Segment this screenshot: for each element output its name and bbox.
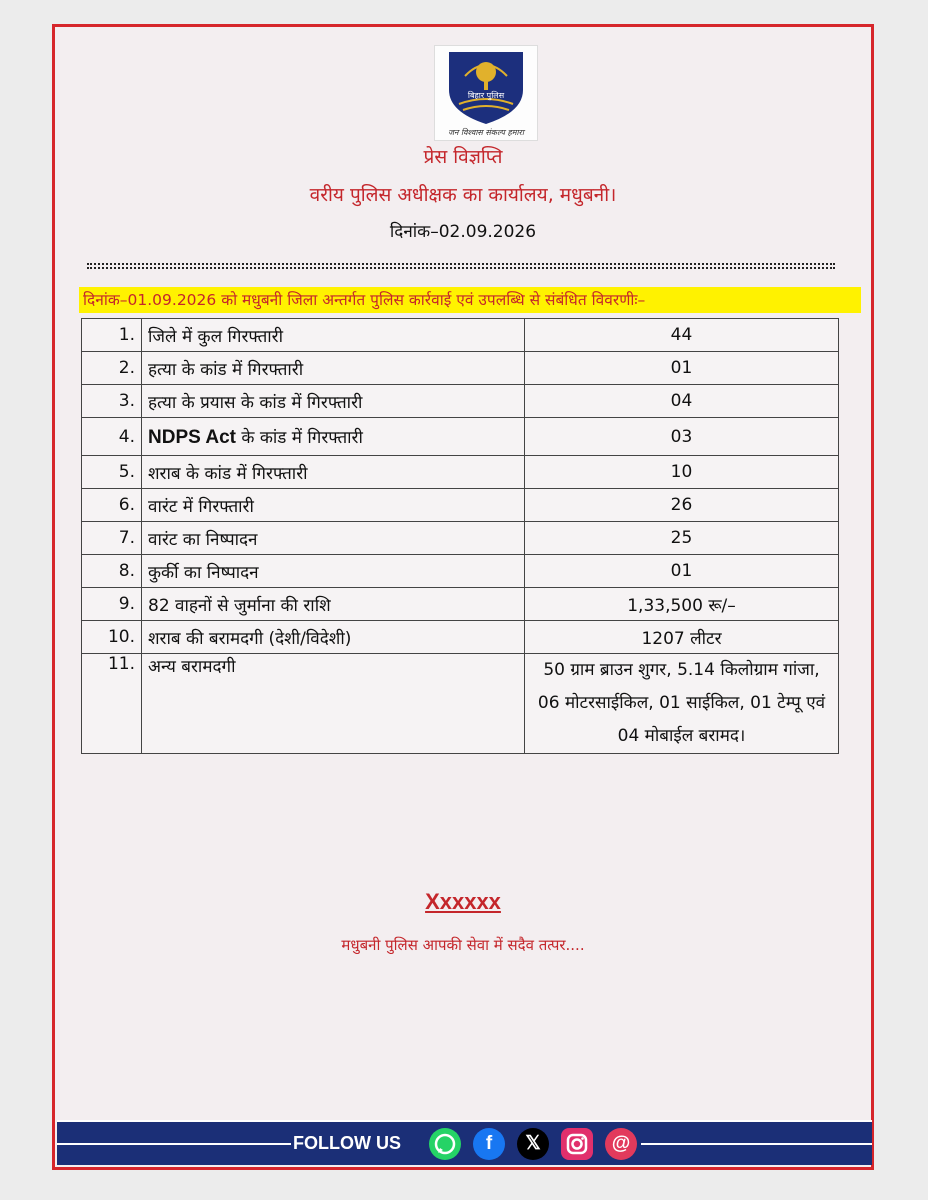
x-icon[interactable]: 𝕏: [517, 1128, 549, 1160]
row-number: 11.: [82, 654, 142, 754]
row-number: 9.: [82, 588, 142, 621]
logo-motto: जन विश्वास संकल्प हमारा: [448, 128, 524, 137]
table-row: [82, 418, 839, 456]
row-description: शराब के कांड में गिरफ्तारी: [142, 456, 525, 489]
row-description-text: के कांड में गिरफ्तारी: [235, 427, 363, 448]
logo-name: बिहार पुलिस: [467, 91, 505, 100]
table-row: [82, 352, 839, 385]
whatsapp-icon[interactable]: [429, 1128, 461, 1160]
separator-line: [87, 263, 835, 265]
office-title: वरीय पुलिस अधीक्षक का कार्यालय, मधुबनी।: [309, 184, 617, 206]
row-value: 50 ग्राम ब्राउन शुगर, 5.14 किलोग्राम गांजा, 06 मोटरसाईकिल, 01 साईकिल, 01 टेम्पू एवं 04 मोबाईल बरामद।: [525, 654, 839, 754]
separator-line: [87, 267, 835, 269]
slogan: मधुबनी पुलिस आपकी सेवा में सदैव तत्पर....: [341, 936, 585, 954]
statistics-table: [81, 318, 839, 754]
row-description: कुर्की का निष्पादन: [142, 555, 525, 588]
release-date: दिनांक–02.09.2026: [389, 222, 537, 242]
footer-rule-right: [641, 1143, 872, 1145]
row-value: 1,33,500 रू/–: [525, 588, 839, 621]
row-value: 10: [525, 456, 839, 489]
footer-rule-left: [57, 1143, 291, 1145]
row-description: जिले में कुल गिरफ्तारी: [142, 319, 525, 352]
table-row: [82, 456, 839, 489]
follow-us-label: FOLLOW US: [293, 1133, 401, 1153]
police-emblem-icon: [435, 46, 537, 126]
row-number: 3.: [82, 385, 142, 418]
row-description: वारंट में गिरफ्तारी: [142, 489, 525, 522]
row-value: 44: [525, 319, 839, 352]
row-description: 82 वाहनों से जुर्माना की राशि: [142, 588, 525, 621]
table-row: [82, 522, 839, 555]
row-value: 03: [525, 418, 839, 456]
row-value: 25: [525, 522, 839, 555]
row-description: [142, 418, 525, 456]
press-release-sheet: [52, 24, 874, 1170]
footer-follow-bar: [57, 1120, 872, 1165]
row-number: 6.: [82, 489, 142, 522]
row-description: शराब की बरामदगी (देशी/विदेशी): [142, 621, 525, 654]
row-number: 4.: [82, 418, 142, 456]
bihar-police-logo: [434, 45, 538, 141]
row-description: वारंट का निष्पादन: [142, 522, 525, 555]
row-description: हत्या के प्रयास के कांड में गिरफ्तारी: [142, 385, 525, 418]
row-number: 2.: [82, 352, 142, 385]
facebook-icon[interactable]: f: [473, 1128, 505, 1160]
row-value: 01: [525, 352, 839, 385]
table-row: [82, 588, 839, 621]
threads-icon[interactable]: @: [605, 1128, 637, 1160]
row-value: 26: [525, 489, 839, 522]
ndps-act-label: NDPS Act: [148, 426, 236, 448]
row-number: 10.: [82, 621, 142, 654]
row-description: अन्य बरामदगी: [142, 654, 525, 754]
row-description: हत्या के कांड में गिरफ्तारी: [142, 352, 525, 385]
row-number: 8.: [82, 555, 142, 588]
table-row: [82, 555, 839, 588]
row-number: 1.: [82, 319, 142, 352]
instagram-icon[interactable]: [561, 1128, 593, 1160]
signature: Xxxxxx: [425, 889, 501, 914]
table-row: [82, 489, 839, 522]
table-row: [82, 654, 839, 754]
row-number: 5.: [82, 456, 142, 489]
summary-intro: दिनांक–01.09.2026 को मधुबनी जिला अन्तर्गत पुलिस कार्रवाई एवं उपलब्धि से संबंधित विवरणीः–: [79, 287, 861, 313]
row-value: 01: [525, 555, 839, 588]
table-row: [82, 385, 839, 418]
table-row: [82, 319, 839, 352]
row-value: 1207 लीटर: [525, 621, 839, 654]
table-row: [82, 621, 839, 654]
row-number: 7.: [82, 522, 142, 555]
row-value: 04: [525, 385, 839, 418]
press-release-title: प्रेस विज्ञप्ति: [423, 146, 503, 168]
